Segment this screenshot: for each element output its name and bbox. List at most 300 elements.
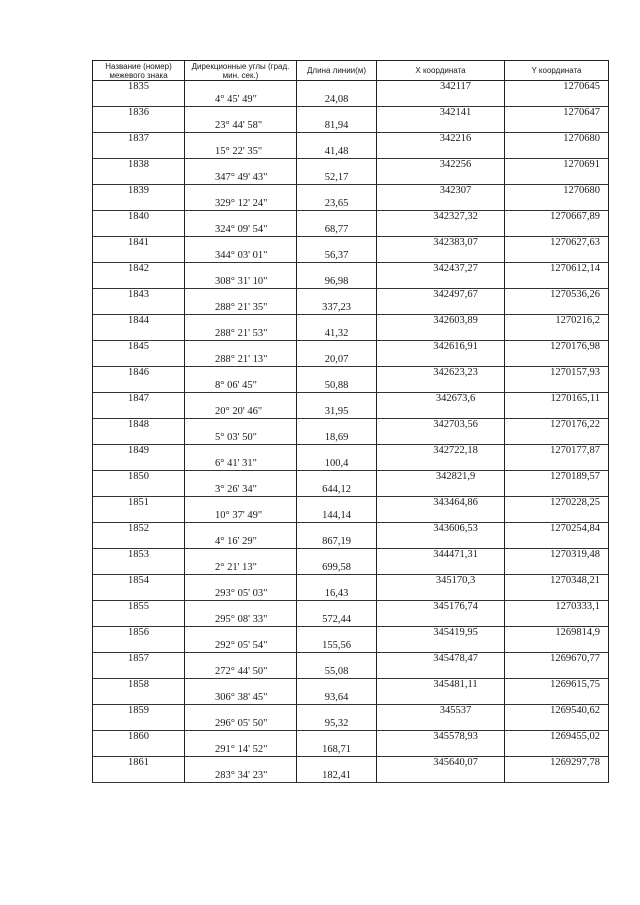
direction-angle-cell: 272° 44' 50" xyxy=(185,666,297,679)
x-coordinate-cell: 342703,56 xyxy=(377,419,505,432)
line-length-cell: 144,14 xyxy=(297,510,377,523)
segment-row xyxy=(93,562,609,575)
x-coordinate-cell: 343464,86 xyxy=(377,497,505,510)
marker-name-cell: 1845 xyxy=(93,341,185,354)
line-length-cell: 644,12 xyxy=(297,484,377,497)
y-coordinate-cell: 1270667,89 xyxy=(505,211,609,224)
point-row xyxy=(93,523,609,536)
empty-cell xyxy=(93,146,185,159)
empty-cell xyxy=(377,250,505,263)
point-row xyxy=(93,497,609,510)
empty-cell xyxy=(93,614,185,627)
empty-cell xyxy=(297,757,377,770)
line-length-cell: 50,88 xyxy=(297,380,377,393)
x-coordinate-cell: 342673,6 xyxy=(377,393,505,406)
empty-cell xyxy=(93,692,185,705)
x-coordinate-cell: 342722,18 xyxy=(377,445,505,458)
line-length-cell: 23,65 xyxy=(297,198,377,211)
empty-cell xyxy=(297,523,377,536)
empty-cell xyxy=(185,237,297,250)
marker-name-cell: 1861 xyxy=(93,757,185,770)
empty-cell xyxy=(93,666,185,679)
point-row xyxy=(93,133,609,146)
empty-cell xyxy=(505,250,609,263)
empty-cell xyxy=(297,133,377,146)
empty-cell xyxy=(93,432,185,445)
empty-cell xyxy=(185,601,297,614)
empty-cell xyxy=(377,328,505,341)
line-length-cell: 100,4 xyxy=(297,458,377,471)
marker-name-cell: 1838 xyxy=(93,159,185,172)
y-coordinate-cell: 1270680 xyxy=(505,185,609,198)
segment-row xyxy=(93,198,609,211)
empty-cell xyxy=(185,289,297,302)
y-coordinate-cell: 1270612,14 xyxy=(505,263,609,276)
empty-cell xyxy=(93,354,185,367)
marker-name-cell: 1853 xyxy=(93,549,185,562)
point-row xyxy=(93,445,609,458)
empty-cell xyxy=(297,705,377,718)
empty-cell xyxy=(505,510,609,523)
empty-cell xyxy=(93,406,185,419)
empty-cell xyxy=(297,679,377,692)
marker-name-cell: 1847 xyxy=(93,393,185,406)
y-coordinate-cell: 1270216,2 xyxy=(505,315,609,328)
y-coordinate-cell: 1270680 xyxy=(505,133,609,146)
empty-cell xyxy=(185,549,297,562)
empty-cell xyxy=(185,159,297,172)
x-coordinate-cell: 342437,27 xyxy=(377,263,505,276)
line-length-cell: 81,94 xyxy=(297,120,377,133)
empty-cell xyxy=(93,484,185,497)
x-coordinate-cell: 343606,53 xyxy=(377,523,505,536)
x-coordinate-cell: 345170,3 xyxy=(377,575,505,588)
empty-cell xyxy=(93,94,185,107)
direction-angle-cell: 324° 09' 54" xyxy=(185,224,297,237)
point-row xyxy=(93,471,609,484)
empty-cell xyxy=(377,458,505,471)
empty-cell xyxy=(505,744,609,757)
direction-angle-cell: 8° 06' 45" xyxy=(185,380,297,393)
empty-cell xyxy=(297,107,377,120)
point-row xyxy=(93,549,609,562)
empty-cell xyxy=(93,380,185,393)
direction-angle-cell: 288° 21' 53" xyxy=(185,328,297,341)
coordinates-sheet xyxy=(92,60,608,783)
y-coordinate-cell: 1270189,57 xyxy=(505,471,609,484)
x-coordinate-cell: 342256 xyxy=(377,159,505,172)
y-coordinate-cell: 1270627,63 xyxy=(505,237,609,250)
segment-row xyxy=(93,536,609,549)
y-coordinate-cell: 1270157,93 xyxy=(505,367,609,380)
empty-cell xyxy=(93,588,185,601)
empty-cell xyxy=(505,640,609,653)
empty-cell xyxy=(377,718,505,731)
empty-cell xyxy=(185,471,297,484)
empty-cell xyxy=(185,133,297,146)
empty-cell xyxy=(93,120,185,133)
empty-cell xyxy=(93,640,185,653)
empty-cell xyxy=(185,627,297,640)
empty-cell xyxy=(377,770,505,783)
segment-row xyxy=(93,484,609,497)
empty-cell xyxy=(297,159,377,172)
line-length-cell: 572,44 xyxy=(297,614,377,627)
direction-angle-cell: 306° 38' 45" xyxy=(185,692,297,705)
marker-name-cell: 1839 xyxy=(93,185,185,198)
segment-row xyxy=(93,94,609,107)
empty-cell xyxy=(297,341,377,354)
y-coordinate-cell: 1270254,84 xyxy=(505,523,609,536)
header-direction-angle: Дирекционные углы (град. мин. сек.) xyxy=(185,61,297,81)
table-body xyxy=(93,81,609,783)
empty-cell xyxy=(93,718,185,731)
empty-cell xyxy=(297,601,377,614)
y-coordinate-cell: 1270691 xyxy=(505,159,609,172)
empty-cell xyxy=(297,81,377,94)
direction-angle-cell: 15° 22' 35" xyxy=(185,146,297,159)
y-coordinate-cell: 1269615,75 xyxy=(505,679,609,692)
empty-cell xyxy=(185,185,297,198)
empty-cell xyxy=(377,562,505,575)
empty-cell xyxy=(185,419,297,432)
empty-cell xyxy=(505,588,609,601)
line-length-cell: 168,71 xyxy=(297,744,377,757)
empty-cell xyxy=(185,497,297,510)
marker-name-cell: 1841 xyxy=(93,237,185,250)
direction-angle-cell: 23° 44' 58" xyxy=(185,120,297,133)
direction-angle-cell: 293° 05' 03" xyxy=(185,588,297,601)
empty-cell xyxy=(93,536,185,549)
direction-angle-cell: 10° 37' 49" xyxy=(185,510,297,523)
y-coordinate-cell: 1270645 xyxy=(505,81,609,94)
x-coordinate-cell: 342117 xyxy=(377,81,505,94)
point-row xyxy=(93,341,609,354)
segment-row xyxy=(93,510,609,523)
point-row xyxy=(93,315,609,328)
empty-cell xyxy=(297,497,377,510)
header-line-length: Длина линии(м) xyxy=(297,61,377,81)
empty-cell xyxy=(297,263,377,276)
x-coordinate-cell: 342603,89 xyxy=(377,315,505,328)
empty-cell xyxy=(93,510,185,523)
direction-angle-cell: 291° 14' 52" xyxy=(185,744,297,757)
segment-row xyxy=(93,380,609,393)
empty-cell xyxy=(505,198,609,211)
point-row xyxy=(93,237,609,250)
empty-cell xyxy=(93,770,185,783)
empty-cell xyxy=(377,354,505,367)
point-row xyxy=(93,289,609,302)
marker-name-cell: 1837 xyxy=(93,133,185,146)
y-coordinate-cell: 1270228,25 xyxy=(505,497,609,510)
empty-cell xyxy=(185,679,297,692)
empty-cell xyxy=(377,484,505,497)
empty-cell xyxy=(505,406,609,419)
empty-cell xyxy=(377,406,505,419)
x-coordinate-cell: 345478,47 xyxy=(377,653,505,666)
direction-angle-cell: 283° 34' 23" xyxy=(185,770,297,783)
point-row xyxy=(93,107,609,120)
empty-cell xyxy=(185,731,297,744)
empty-cell xyxy=(505,770,609,783)
line-length-cell: 68,77 xyxy=(297,224,377,237)
empty-cell xyxy=(377,120,505,133)
line-length-cell: 96,98 xyxy=(297,276,377,289)
empty-cell xyxy=(185,757,297,770)
direction-angle-cell: 296° 05' 50" xyxy=(185,718,297,731)
y-coordinate-cell: 1269297,78 xyxy=(505,757,609,770)
segment-row xyxy=(93,172,609,185)
empty-cell xyxy=(505,224,609,237)
empty-cell xyxy=(185,575,297,588)
direction-angle-cell: 4° 16' 29" xyxy=(185,536,297,549)
x-coordinate-cell: 342307 xyxy=(377,185,505,198)
segment-row xyxy=(93,666,609,679)
empty-cell xyxy=(377,614,505,627)
line-length-cell: 182,41 xyxy=(297,770,377,783)
empty-cell xyxy=(505,354,609,367)
x-coordinate-cell: 344471,31 xyxy=(377,549,505,562)
direction-angle-cell: 3° 26' 34" xyxy=(185,484,297,497)
empty-cell xyxy=(377,666,505,679)
empty-cell xyxy=(505,146,609,159)
x-coordinate-cell: 342821,9 xyxy=(377,471,505,484)
line-length-cell: 41,48 xyxy=(297,146,377,159)
empty-cell xyxy=(297,419,377,432)
empty-cell xyxy=(505,562,609,575)
empty-cell xyxy=(93,328,185,341)
direction-angle-cell: 344° 03' 01" xyxy=(185,250,297,263)
segment-row xyxy=(93,718,609,731)
segment-row xyxy=(93,328,609,341)
x-coordinate-cell: 342327,32 xyxy=(377,211,505,224)
segment-row xyxy=(93,120,609,133)
direction-angle-cell: 288° 21' 13" xyxy=(185,354,297,367)
point-row xyxy=(93,653,609,666)
empty-cell xyxy=(377,302,505,315)
point-row xyxy=(93,627,609,640)
header-marker-name: Название (номер) межевого знака xyxy=(93,61,185,81)
empty-cell xyxy=(377,510,505,523)
point-row xyxy=(93,679,609,692)
y-coordinate-cell: 1269670,77 xyxy=(505,653,609,666)
direction-angle-cell: 4° 45' 49" xyxy=(185,94,297,107)
segment-row xyxy=(93,224,609,237)
segment-row xyxy=(93,744,609,757)
empty-cell xyxy=(377,94,505,107)
empty-cell xyxy=(185,211,297,224)
empty-cell xyxy=(185,341,297,354)
empty-cell xyxy=(505,692,609,705)
y-coordinate-cell: 1269455,02 xyxy=(505,731,609,744)
boundary-coordinates-table xyxy=(92,60,609,783)
point-row xyxy=(93,419,609,432)
empty-cell xyxy=(297,315,377,328)
empty-cell xyxy=(297,185,377,198)
empty-cell xyxy=(185,523,297,536)
table-header-row xyxy=(93,61,609,81)
empty-cell xyxy=(185,81,297,94)
empty-cell xyxy=(185,107,297,120)
line-length-cell: 56,37 xyxy=(297,250,377,263)
line-length-cell: 867,19 xyxy=(297,536,377,549)
direction-angle-cell: 308° 31' 10" xyxy=(185,276,297,289)
x-coordinate-cell: 345537 xyxy=(377,705,505,718)
y-coordinate-cell: 1270176,98 xyxy=(505,341,609,354)
empty-cell xyxy=(93,172,185,185)
marker-name-cell: 1842 xyxy=(93,263,185,276)
direction-angle-cell: 20° 20' 46" xyxy=(185,406,297,419)
empty-cell xyxy=(505,484,609,497)
empty-cell xyxy=(377,198,505,211)
empty-cell xyxy=(297,653,377,666)
marker-name-cell: 1854 xyxy=(93,575,185,588)
line-length-cell: 155,56 xyxy=(297,640,377,653)
point-row xyxy=(93,601,609,614)
empty-cell xyxy=(297,549,377,562)
empty-cell xyxy=(505,276,609,289)
line-length-cell: 337,23 xyxy=(297,302,377,315)
empty-cell xyxy=(297,627,377,640)
line-length-cell: 18,69 xyxy=(297,432,377,445)
segment-row xyxy=(93,588,609,601)
empty-cell xyxy=(93,744,185,757)
point-row xyxy=(93,731,609,744)
segment-row xyxy=(93,302,609,315)
empty-cell xyxy=(505,94,609,107)
y-coordinate-cell: 1270319,48 xyxy=(505,549,609,562)
marker-name-cell: 1852 xyxy=(93,523,185,536)
y-coordinate-cell: 1269814,9 xyxy=(505,627,609,640)
marker-name-cell: 1848 xyxy=(93,419,185,432)
direction-angle-cell: 347° 49' 43" xyxy=(185,172,297,185)
empty-cell xyxy=(297,237,377,250)
x-coordinate-cell: 345176,74 xyxy=(377,601,505,614)
point-row xyxy=(93,185,609,198)
direction-angle-cell: 5° 03' 50" xyxy=(185,432,297,445)
empty-cell xyxy=(505,614,609,627)
empty-cell xyxy=(377,276,505,289)
empty-cell xyxy=(93,458,185,471)
x-coordinate-cell: 345419,95 xyxy=(377,627,505,640)
empty-cell xyxy=(185,315,297,328)
empty-cell xyxy=(377,744,505,757)
y-coordinate-cell: 1270536,26 xyxy=(505,289,609,302)
empty-cell xyxy=(377,380,505,393)
empty-cell xyxy=(505,536,609,549)
empty-cell xyxy=(377,432,505,445)
marker-name-cell: 1850 xyxy=(93,471,185,484)
point-row xyxy=(93,705,609,718)
point-row xyxy=(93,575,609,588)
y-coordinate-cell: 1270165,11 xyxy=(505,393,609,406)
segment-row xyxy=(93,640,609,653)
line-length-cell: 20,07 xyxy=(297,354,377,367)
empty-cell xyxy=(377,224,505,237)
point-row xyxy=(93,393,609,406)
empty-cell xyxy=(377,536,505,549)
point-row xyxy=(93,757,609,770)
x-coordinate-cell: 342383,07 xyxy=(377,237,505,250)
marker-name-cell: 1844 xyxy=(93,315,185,328)
y-coordinate-cell: 1270647 xyxy=(505,107,609,120)
line-length-cell: 16,43 xyxy=(297,588,377,601)
empty-cell xyxy=(297,211,377,224)
point-row xyxy=(93,263,609,276)
line-length-cell: 31,95 xyxy=(297,406,377,419)
header-x-coordinate: X координата xyxy=(377,61,505,81)
empty-cell xyxy=(93,198,185,211)
empty-cell xyxy=(377,640,505,653)
x-coordinate-cell: 342216 xyxy=(377,133,505,146)
marker-name-cell: 1835 xyxy=(93,81,185,94)
empty-cell xyxy=(505,172,609,185)
x-coordinate-cell: 342623,23 xyxy=(377,367,505,380)
empty-cell xyxy=(185,653,297,666)
x-coordinate-cell: 342616,91 xyxy=(377,341,505,354)
empty-cell xyxy=(377,588,505,601)
point-row xyxy=(93,367,609,380)
line-length-cell: 95,32 xyxy=(297,718,377,731)
empty-cell xyxy=(505,458,609,471)
marker-name-cell: 1859 xyxy=(93,705,185,718)
y-coordinate-cell: 1270176,22 xyxy=(505,419,609,432)
empty-cell xyxy=(297,367,377,380)
x-coordinate-cell: 342141 xyxy=(377,107,505,120)
y-coordinate-cell: 1270177,87 xyxy=(505,445,609,458)
line-length-cell: 93,64 xyxy=(297,692,377,705)
empty-cell xyxy=(505,302,609,315)
empty-cell xyxy=(297,471,377,484)
marker-name-cell: 1858 xyxy=(93,679,185,692)
direction-angle-cell: 6° 41' 31" xyxy=(185,458,297,471)
empty-cell xyxy=(297,575,377,588)
empty-cell xyxy=(185,393,297,406)
y-coordinate-cell: 1269540,62 xyxy=(505,705,609,718)
empty-cell xyxy=(93,562,185,575)
empty-cell xyxy=(297,289,377,302)
point-row xyxy=(93,211,609,224)
direction-angle-cell: 292° 05' 54" xyxy=(185,640,297,653)
x-coordinate-cell: 345578,93 xyxy=(377,731,505,744)
segment-row xyxy=(93,458,609,471)
marker-name-cell: 1846 xyxy=(93,367,185,380)
empty-cell xyxy=(297,445,377,458)
marker-name-cell: 1860 xyxy=(93,731,185,744)
empty-cell xyxy=(185,705,297,718)
empty-cell xyxy=(185,367,297,380)
empty-cell xyxy=(185,445,297,458)
marker-name-cell: 1836 xyxy=(93,107,185,120)
direction-angle-cell: 295° 08' 33" xyxy=(185,614,297,627)
segment-row xyxy=(93,354,609,367)
segment-row xyxy=(93,146,609,159)
segment-row xyxy=(93,692,609,705)
segment-row xyxy=(93,276,609,289)
segment-row xyxy=(93,770,609,783)
line-length-cell: 41,32 xyxy=(297,328,377,341)
marker-name-cell: 1849 xyxy=(93,445,185,458)
marker-name-cell: 1856 xyxy=(93,627,185,640)
empty-cell xyxy=(93,250,185,263)
empty-cell xyxy=(93,276,185,289)
empty-cell xyxy=(505,718,609,731)
line-length-cell: 55,08 xyxy=(297,666,377,679)
empty-cell xyxy=(93,224,185,237)
line-length-cell: 52,17 xyxy=(297,172,377,185)
point-row xyxy=(93,81,609,94)
